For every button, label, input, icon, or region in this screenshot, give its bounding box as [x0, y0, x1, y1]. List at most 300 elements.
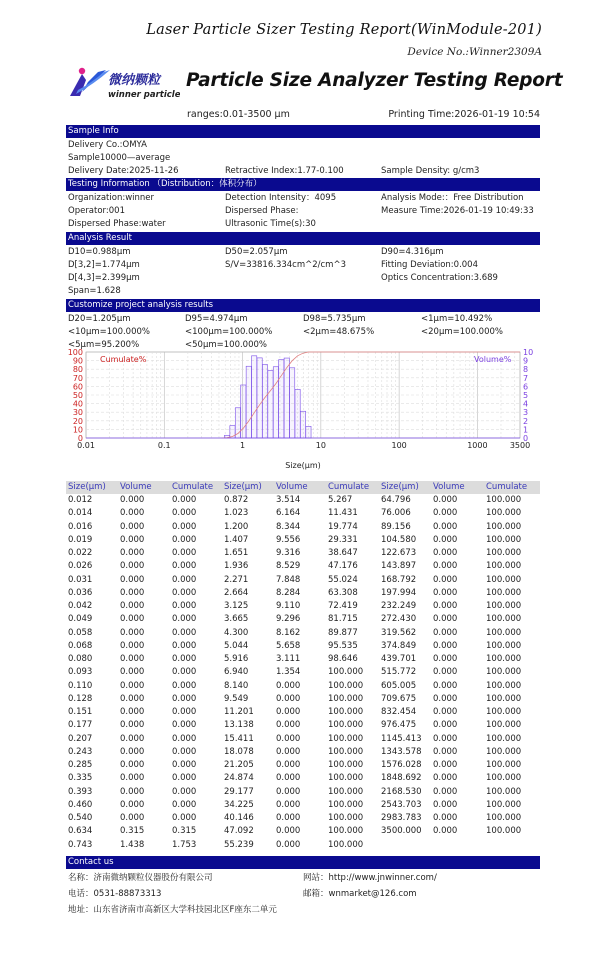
- table-cell: 100.000: [328, 667, 364, 678]
- table-cell: 0.000: [276, 786, 301, 797]
- table-cell: 76.006: [381, 508, 411, 519]
- email-link[interactable]: 邮箱：wnmarket@126.com: [303, 889, 417, 899]
- table-cell: 0.000: [172, 627, 197, 638]
- table-row: [66, 825, 540, 838]
- table-cell: 0.000: [172, 760, 197, 770]
- table-cell: 100.000: [486, 720, 522, 731]
- table-cell: 100.000: [486, 548, 522, 558]
- table-cell: 100.000: [486, 614, 522, 625]
- table-cell: 0.000: [433, 813, 458, 823]
- table-cell: 40.146: [224, 813, 254, 823]
- refractive-index: Retractive Index:1.77-0.100: [225, 166, 344, 176]
- table-cell: 0.019: [68, 534, 93, 545]
- table-cell: 9.110: [276, 601, 301, 611]
- table-cell: 0.000: [172, 746, 197, 757]
- table-row: [66, 680, 540, 693]
- table-cell: 11.431: [328, 508, 358, 519]
- table-cell: 100.000: [486, 495, 522, 505]
- address: 地址：山东省济南市高新区大学科技园北区F座东二单元: [68, 905, 277, 915]
- printing-time: Printing Time:2026-01-19 10:54: [388, 109, 540, 120]
- table-cell: 1.407: [224, 534, 249, 545]
- table-cell: 8.344: [276, 521, 301, 532]
- table-cell: 21.205: [224, 760, 254, 770]
- table-cell: 0.000: [120, 601, 145, 611]
- custom-value: <5µm=95.200%: [68, 340, 140, 350]
- table-cell: 4.300: [224, 627, 249, 638]
- table-cell: 100.000: [486, 799, 522, 810]
- page-title: Particle Size Analyzer Testing Report: [186, 70, 563, 91]
- table-cell: 0.000: [433, 773, 458, 784]
- table-cell: 34.225: [224, 799, 254, 810]
- table-cell: 2983.783: [381, 813, 422, 823]
- table-cell: 0.000: [172, 680, 197, 691]
- optics-concentration: Optics Concentration:3.689: [381, 273, 498, 283]
- table-cell: 0.000: [433, 746, 458, 757]
- table-cell: 0.000: [120, 813, 145, 823]
- delivery-co: Delivery Co.:OMYA: [68, 140, 147, 150]
- sample-info-row: [66, 165, 540, 178]
- svg-text:30: 30: [72, 408, 83, 418]
- fitting-deviation: Fitting Deviation:0.004: [381, 260, 478, 270]
- table-cell: 0.000: [172, 574, 197, 585]
- table-cell: 0.000: [120, 534, 145, 545]
- table-cell: 2543.703: [381, 799, 422, 810]
- table-cell: 0.000: [276, 746, 301, 757]
- table-cell: 100.000: [328, 693, 364, 704]
- dispersed-phase-label: Dispersed Phase:: [225, 206, 299, 216]
- table-header: [66, 481, 540, 494]
- table-cell: 2168.530: [381, 786, 422, 797]
- table-cell: 3.111: [276, 654, 301, 664]
- table-cell: 8.140: [224, 680, 249, 691]
- table-cell: 0.000: [172, 813, 197, 823]
- organization: Organization:winner: [68, 193, 155, 203]
- table-cell: 0.014: [68, 508, 93, 519]
- measure-time: Measure Time:2026-01-19 10:49:33: [381, 206, 534, 216]
- table-cell: 18.078: [224, 746, 254, 757]
- table-cell: 0.000: [433, 680, 458, 691]
- table-cell: 0.000: [172, 733, 197, 744]
- table-cell: 1.438: [120, 839, 145, 850]
- table-cell: 0.000: [433, 561, 458, 572]
- table-cell: 0.000: [120, 799, 145, 810]
- svg-text:40: 40: [72, 399, 83, 409]
- table-cell: 0.872: [224, 495, 249, 505]
- svg-text:2: 2: [523, 416, 529, 426]
- company-name: 名称：济南微纳颗粒仪器股份有限公司: [68, 873, 213, 883]
- svg-text:7: 7: [523, 373, 529, 383]
- table-cell: 100.000: [486, 707, 522, 717]
- d90-value: D90=4.316µm: [381, 247, 444, 257]
- table-cell: 0.093: [68, 667, 93, 678]
- report-title: Laser Particle Sizer Testing Report(WinModule-201): [146, 22, 542, 38]
- svg-text:0.01: 0.01: [77, 441, 95, 450]
- svg-text:winner particle: winner particle: [108, 90, 180, 100]
- table-cell: 0.000: [433, 733, 458, 744]
- table-cell: 1343.578: [381, 746, 422, 757]
- table-cell: 5.658: [276, 640, 301, 651]
- table-cell: 100.000: [328, 720, 364, 731]
- table-cell: 15.411: [224, 733, 254, 744]
- table-cell: 374.849: [381, 640, 417, 651]
- svg-text:0: 0: [77, 434, 83, 443]
- table-cell: 0.000: [120, 773, 145, 784]
- table-cell: 0.000: [120, 760, 145, 770]
- table-cell: 2.271: [224, 574, 249, 585]
- table-cell: 272.430: [381, 614, 417, 625]
- table-cell: 100.000: [328, 826, 364, 837]
- custom-value: <10µm=100.000%: [68, 327, 150, 337]
- table-cell: 29.331: [328, 534, 358, 545]
- table-cell: 0.315: [120, 826, 145, 837]
- table-cell: 100.000: [486, 760, 522, 770]
- table-row: [66, 587, 540, 600]
- table-cell: 0.000: [120, 508, 145, 519]
- analysis-row: [66, 285, 540, 298]
- table-cell: 0.000: [172, 601, 197, 611]
- custom-value: D98=5.735µm: [303, 314, 366, 324]
- table-cell: 100.000: [486, 640, 522, 651]
- table-cell: 100.000: [486, 574, 522, 585]
- table-cell: 100.000: [328, 799, 364, 810]
- table-cell: 100.000: [486, 746, 522, 757]
- column-header: Volume: [120, 482, 152, 492]
- table-cell: 0.000: [120, 667, 145, 678]
- svg-text:4: 4: [523, 399, 529, 409]
- table-row: [66, 574, 540, 587]
- table-cell: 5.916: [224, 654, 249, 664]
- table-row: [66, 653, 540, 666]
- table-cell: 0.000: [120, 548, 145, 558]
- svg-text:8: 8: [523, 365, 529, 375]
- table-cell: 1.936: [224, 561, 249, 572]
- table-row: [66, 507, 540, 520]
- testing-info-row: [66, 218, 540, 231]
- svg-text:100: 100: [391, 441, 407, 450]
- span-value: Span=1.628: [68, 286, 121, 296]
- particle-size-chart: [66, 348, 540, 478]
- table-cell: 3500.000: [381, 826, 422, 837]
- table-cell: 0.000: [276, 773, 301, 784]
- svg-text:10: 10: [523, 348, 534, 357]
- svg-text:微纳颗粒: 微纳颗粒: [108, 73, 161, 88]
- table-row: [66, 733, 540, 746]
- table-cell: 0.000: [172, 521, 197, 532]
- table-cell: 0.000: [433, 640, 458, 651]
- table-cell: 0.000: [172, 614, 197, 625]
- table-cell: 319.562: [381, 627, 417, 638]
- table-cell: 1145.413: [381, 733, 422, 744]
- testing-info-row: [66, 192, 540, 205]
- column-header: Size(µm): [68, 482, 106, 492]
- table-cell: 0.080: [68, 654, 93, 664]
- table-cell: 0.012: [68, 495, 93, 505]
- table-cell: 9.296: [276, 614, 301, 625]
- svg-text:3500: 3500: [509, 441, 531, 450]
- table-cell: 0.000: [120, 733, 145, 744]
- table-cell: 709.675: [381, 693, 417, 704]
- table-cell: 0.000: [433, 786, 458, 797]
- table-cell: 0.335: [68, 773, 93, 784]
- analysis-row: [66, 259, 540, 272]
- svg-text:80: 80: [72, 365, 83, 375]
- table-cell: 100.000: [328, 680, 364, 691]
- table-cell: 0.000: [433, 534, 458, 545]
- svg-text:50: 50: [72, 391, 83, 400]
- table-cell: 0.000: [172, 587, 197, 598]
- table-cell: 47.176: [328, 561, 358, 572]
- column-header: Size(µm): [224, 482, 262, 492]
- svg-text:5: 5: [523, 391, 529, 400]
- table-cell: 143.897: [381, 561, 417, 572]
- table-row: [66, 494, 540, 507]
- table-cell: 100.000: [486, 680, 522, 691]
- contact-row: [66, 888, 540, 901]
- table-cell: 0.000: [433, 654, 458, 664]
- table-cell: 0.000: [276, 680, 301, 691]
- table-cell: 0.110: [68, 680, 93, 691]
- table-cell: 100.000: [328, 813, 364, 823]
- table-cell: 0.000: [120, 640, 145, 651]
- table-cell: 0.000: [172, 667, 197, 678]
- table-row: [66, 772, 540, 785]
- analysis-row: [66, 272, 540, 285]
- sample-info-row: [66, 139, 540, 152]
- table-cell: 0.000: [120, 720, 145, 731]
- table-row: [66, 719, 540, 732]
- table-cell: 0.000: [120, 495, 145, 505]
- table-cell: 0.000: [172, 561, 197, 572]
- table-cell: 100.000: [486, 733, 522, 744]
- table-cell: 2.664: [224, 587, 249, 598]
- contact-row: [66, 872, 540, 885]
- svg-text:70: 70: [72, 373, 83, 383]
- table-cell: 3.514: [276, 495, 301, 505]
- table-cell: 0.000: [276, 839, 301, 850]
- table-cell: 104.580: [381, 534, 417, 545]
- table-cell: 9.556: [276, 534, 301, 545]
- table-cell: 0.000: [120, 521, 145, 532]
- table-cell: 29.177: [224, 786, 254, 797]
- sample-density: Sample Density: g/cm3: [381, 166, 480, 176]
- table-cell: 95.535: [328, 640, 358, 651]
- table-cell: 81.715: [328, 614, 358, 625]
- d32-value: D[3,2]=1.774µm: [68, 260, 140, 270]
- table-cell: 0.000: [120, 561, 145, 572]
- table-cell: 0.540: [68, 813, 93, 823]
- table-cell: 6.164: [276, 508, 301, 519]
- table-cell: 55.239: [224, 839, 254, 850]
- table-cell: 0.000: [433, 693, 458, 704]
- svg-text:0.1: 0.1: [157, 441, 171, 450]
- table-cell: 0.049: [68, 614, 93, 625]
- table-cell: 100.000: [486, 534, 522, 545]
- table-row: [66, 786, 540, 799]
- section-header-sample-info: Sample Info: [66, 125, 540, 138]
- table-cell: 8.284: [276, 587, 301, 598]
- svg-text:9: 9: [523, 356, 529, 366]
- table-cell: 3.665: [224, 614, 249, 625]
- svg-text:6: 6: [523, 382, 529, 392]
- table-cell: 0.000: [433, 707, 458, 717]
- table-cell: 100.000: [328, 839, 364, 850]
- table-cell: 0.000: [433, 667, 458, 678]
- table-cell: 0.000: [120, 693, 145, 704]
- table-cell: 11.201: [224, 707, 254, 717]
- custom-row: [66, 326, 540, 339]
- d50-value: D50=2.057µm: [225, 247, 288, 257]
- table-cell: 100.000: [328, 760, 364, 770]
- table-cell: 0.000: [120, 627, 145, 638]
- table-cell: 100.000: [486, 667, 522, 678]
- custom-value: <50µm=100.000%: [185, 340, 267, 350]
- table-cell: 100.000: [328, 746, 364, 757]
- table-cell: 0.000: [172, 773, 197, 784]
- custom-value: <2µm=48.675%: [303, 327, 375, 337]
- table-cell: 1.651: [224, 548, 249, 558]
- table-row: [66, 812, 540, 825]
- table-cell: 100.000: [486, 826, 522, 837]
- table-cell: 13.138: [224, 720, 254, 731]
- sample-name: Sample10000—average: [68, 153, 171, 163]
- table-cell: 19.774: [328, 521, 358, 532]
- table-row: [66, 627, 540, 640]
- table-cell: 100.000: [486, 627, 522, 638]
- testing-info-row: [66, 205, 540, 218]
- column-header: Volume: [433, 482, 465, 492]
- table-row: [66, 613, 540, 626]
- table-cell: 0.000: [172, 534, 197, 545]
- table-cell: 8.162: [276, 627, 301, 638]
- table-cell: 6.940: [224, 667, 249, 678]
- section-header-analysis-result: Analysis Result: [66, 232, 540, 245]
- table-cell: 0.000: [120, 614, 145, 625]
- table-cell: 89.877: [328, 627, 358, 638]
- svg-text:20: 20: [72, 416, 83, 426]
- d10-value: D10=0.988µm: [68, 247, 131, 257]
- table-cell: 0.000: [276, 799, 301, 810]
- table-cell: 832.454: [381, 707, 417, 717]
- phone: 电话：0531-88873313: [68, 889, 162, 899]
- column-header: Volume: [276, 482, 308, 492]
- table-cell: 0.000: [276, 813, 301, 823]
- table-row: [66, 521, 540, 534]
- table-cell: 0.000: [120, 587, 145, 598]
- table-cell: 1.354: [276, 667, 301, 678]
- table-cell: 1848.692: [381, 773, 422, 784]
- table-cell: 0.000: [120, 574, 145, 585]
- table-cell: 47.092: [224, 826, 254, 837]
- svg-text:100: 100: [67, 348, 83, 357]
- table-row: [66, 799, 540, 812]
- table-cell: 0.151: [68, 707, 93, 717]
- device-number: Device No.:Winner2309A: [407, 46, 542, 58]
- table-cell: 0.000: [120, 746, 145, 757]
- custom-value: <100µm=100.000%: [185, 327, 273, 337]
- table-cell: 0.460: [68, 799, 93, 810]
- table-cell: 5.267: [328, 495, 353, 505]
- table-cell: 0.000: [276, 720, 301, 731]
- table-cell: 1.023: [224, 508, 249, 519]
- table-cell: 8.529: [276, 561, 301, 572]
- website-link[interactable]: 网站：http://www.jnwinner.com/: [303, 873, 437, 883]
- table-cell: 0.000: [120, 654, 145, 664]
- table-cell: 100.000: [486, 508, 522, 519]
- table-cell: 232.249: [381, 601, 417, 611]
- table-cell: 0.000: [433, 587, 458, 598]
- table-cell: 0.000: [120, 786, 145, 797]
- table-cell: 5.044: [224, 640, 249, 651]
- table-cell: 0.000: [433, 574, 458, 585]
- custom-value: <1µm=10.492%: [421, 314, 493, 324]
- table-cell: 0.068: [68, 640, 93, 651]
- svg-text:10: 10: [315, 441, 326, 450]
- table-cell: 0.243: [68, 746, 93, 757]
- table-cell: 0.031: [68, 574, 93, 585]
- custom-value: D95=4.974µm: [185, 314, 248, 324]
- table-cell: 0.000: [433, 760, 458, 770]
- table-cell: 100.000: [486, 587, 522, 598]
- table-cell: 100.000: [486, 561, 522, 572]
- table-cell: 100.000: [486, 521, 522, 532]
- table-cell: 0.000: [172, 799, 197, 810]
- table-cell: 0.042: [68, 601, 93, 611]
- svg-text:1000: 1000: [467, 441, 488, 450]
- svg-text:10: 10: [72, 425, 83, 435]
- analysis-row: [66, 246, 540, 259]
- ultrasonic-time: Ultrasonic Time(s):30: [225, 219, 316, 229]
- table-cell: 0.000: [433, 495, 458, 505]
- table-cell: 168.792: [381, 574, 417, 585]
- table-cell: 0.000: [433, 521, 458, 532]
- table-cell: 1576.028: [381, 760, 422, 770]
- table-cell: 0.128: [68, 693, 93, 704]
- table-row: [66, 706, 540, 719]
- table-cell: 0.285: [68, 760, 93, 770]
- table-cell: 0.026: [68, 561, 93, 572]
- operator: Operator:001: [68, 206, 125, 216]
- table-cell: 63.308: [328, 587, 358, 598]
- sample-info-row: [66, 152, 540, 165]
- d43-value: D[4,3]=2.399µm: [68, 273, 140, 283]
- table-cell: 0.022: [68, 548, 93, 558]
- table-cell: 0.315: [172, 826, 197, 837]
- table-row: [66, 600, 540, 613]
- table-body: [66, 494, 540, 852]
- custom-row: [66, 313, 540, 326]
- table-cell: 1.200: [224, 521, 249, 532]
- size-distribution-table: [66, 481, 540, 852]
- section-header-custom-results: Customize project analysis results: [66, 299, 540, 312]
- table-cell: 0.000: [276, 826, 301, 837]
- table-row: [66, 759, 540, 772]
- table-cell: 0.000: [276, 760, 301, 770]
- table-cell: 0.000: [276, 707, 301, 717]
- table-cell: 24.874: [224, 773, 254, 784]
- column-header: Size(µm): [381, 482, 419, 492]
- table-row: [66, 839, 540, 852]
- table-cell: 100.000: [486, 813, 522, 823]
- table-cell: 439.701: [381, 654, 417, 664]
- svg-text:0: 0: [523, 434, 529, 443]
- table-cell: 0.000: [433, 627, 458, 638]
- table-cell: 100.000: [328, 773, 364, 784]
- table-cell: 100.000: [328, 707, 364, 717]
- contact-row: [66, 904, 540, 917]
- svg-text:Cumulate%: Cumulate%: [100, 355, 147, 364]
- table-cell: 0.000: [120, 680, 145, 691]
- table-cell: 0.000: [172, 548, 197, 558]
